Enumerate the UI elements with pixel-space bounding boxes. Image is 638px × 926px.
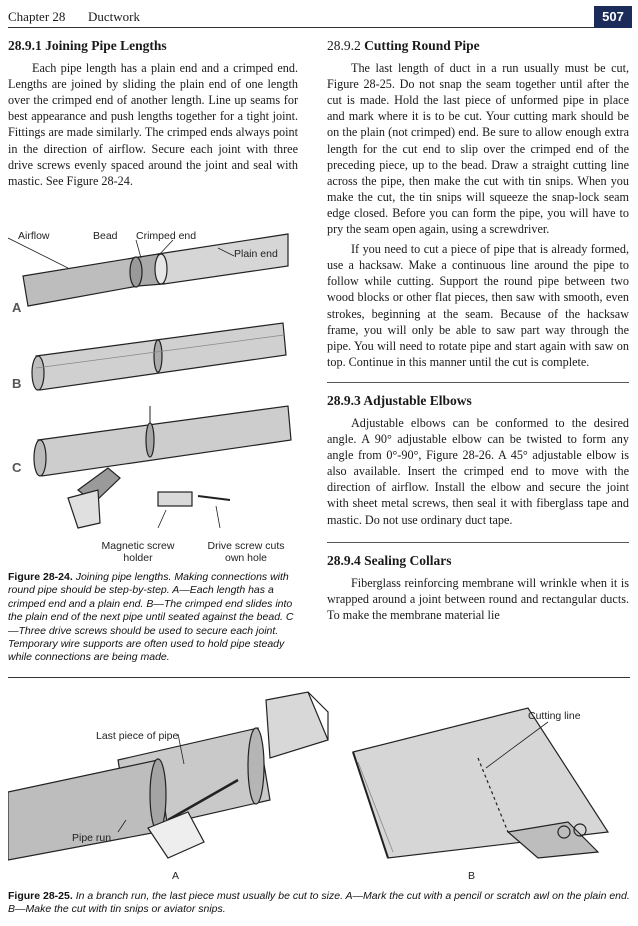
heading-cutting-number: 28.9.2 xyxy=(327,38,361,53)
figure-28-24-illustration xyxy=(8,228,298,568)
label-plain-end: Plain end xyxy=(234,248,278,260)
figure-divider xyxy=(8,677,630,678)
right-column xyxy=(327,38,629,623)
label-airflow: Airflow xyxy=(18,230,50,242)
figure-28-25-caption xyxy=(8,890,630,926)
caption-text-24: Joining pipe lengths. Making connections with round pipe should be step-by-step. A—Each length has a crimped end and a plain end. B—The crimped end slides into the plain end of the next pipe until seated against the bead. C—Three drive screws should be used to secure each joint. Temporary wire supports are often used to hold pipe steady while connections are being made. xyxy=(8,571,294,664)
label-drive-screw: Drive screw cuts own hole xyxy=(207,540,285,564)
section-heading-cutting xyxy=(327,38,629,54)
heading-cutting-text: Cutting Round Pipe xyxy=(364,38,480,53)
label-pipe-run: Pipe run xyxy=(72,832,112,844)
paragraph-joining: Each pipe length has a plain end and a crimped end. Lengths are joined by sliding the plain end of one length over the crimped end of another length. Line up seams for best appearance and push lengths together for a tight joint. Fittings are made similarly. The crimped ends always point in the direction of airflow. Secure each joint with three drive screws evenly spaced around the joint and seal with mastic. See Figure 28-24. xyxy=(8,61,298,188)
label-fig25-a: A xyxy=(172,870,180,882)
label-magnetic-screw-holder: Magnetic screw holder xyxy=(101,540,175,564)
caption-label-25: Figure 28-25. xyxy=(8,890,73,902)
caption-label-24: Figure 28-24. xyxy=(8,571,73,583)
label-crimped-end: Crimped end xyxy=(136,230,197,242)
left-column xyxy=(8,38,298,189)
label-bead: Bead xyxy=(93,230,118,242)
pipe-joining-drawing xyxy=(8,228,298,568)
cutting-a xyxy=(8,692,328,860)
label-c: C xyxy=(12,460,22,475)
section-separator xyxy=(327,382,629,383)
label-cutting-line: Cutting line xyxy=(528,710,581,722)
label-fig25-b: B xyxy=(468,870,476,882)
pipe-c xyxy=(34,406,291,528)
figure-28-24-caption xyxy=(8,571,300,665)
section-heading-joining: 28.9.1 Joining Pipe Lengths xyxy=(8,38,167,53)
paragraph-collars: Fiberglass reinforcing membrane will wrinkle when it is wrapped around a joint between round and rectangular ducts. To make the membrane material lie xyxy=(327,575,629,622)
page-number: 507 xyxy=(594,6,632,28)
chapter-title: Ductwork xyxy=(88,9,140,24)
pipe-b xyxy=(32,323,286,390)
header-rule xyxy=(8,27,594,28)
figure-28-25-illustration xyxy=(8,682,630,882)
section-heading-elbows: 28.9.3 Adjustable Elbows xyxy=(327,392,472,408)
label-b: B xyxy=(12,376,22,391)
label-a: A xyxy=(12,300,22,315)
chapter-label: Chapter 28 xyxy=(8,9,66,24)
paragraph-cutting-1: The last length of duct in a run usually must be cut, Figure 28-25. Do not snap the seam together until after the cut is made. Hold the last piece of unformed pipe in place and mark where it is to be cut. Your cutting mark should be on the plain (not crimped) end. Be sure to allow enough extra length for the cut end to slip over the crimped end of the preceding piece, up to the bead. Draw a straight cutting line across the pipe, then make the cut with tin snips. When you make the cut, the tin snips will squeeze the snap-lock seam edge closed. Before you can form the pipe, you will have to pry the seam open again, using a screwdriver. xyxy=(327,61,629,237)
pipe-a xyxy=(8,234,288,306)
paragraph-elbows: Adjustable elbows can be conformed to the desired angle. A 90° adjustable elbow can be twisted to form any angle from 0°-90°, Figure 28-26. A 45° adjustable elbow is also available. Insert the crimped end to move with the direction of airflow. Install the elbow and secure the joint with sheet metal screws, then seal it with fiberglass tape and mastic. Do not use ordinary duct tape. xyxy=(327,415,629,527)
cutting-b xyxy=(353,708,608,858)
section-heading-collars: 28.9.4 Sealing Collars xyxy=(327,552,452,568)
label-last-piece: Last piece of pipe xyxy=(96,730,179,742)
paragraph-cutting-2: If you need to cut a piece of pipe that is already formed, use a hacksaw. Make a continuous line around the pipe to follow while cutting. Support the round pipe between two wood blocks or other flat pieces, then saw with smooth, even strokes, beginning at the seam. Because of the hacksaw frame, you will only be able to saw part way through the pipe. You will need to rotate pipe and start again with saw on top. Continue in this manner until the cut is complete. xyxy=(327,242,629,369)
caption-text-25: In a branch run, the last piece must usually be cut to size. A—Mark the cut with a pencil or scratch awl on the plain end. B—Make the cut with tin snips or aviator snips. xyxy=(8,890,630,916)
page-header xyxy=(0,0,638,30)
section-separator-2 xyxy=(327,542,629,543)
